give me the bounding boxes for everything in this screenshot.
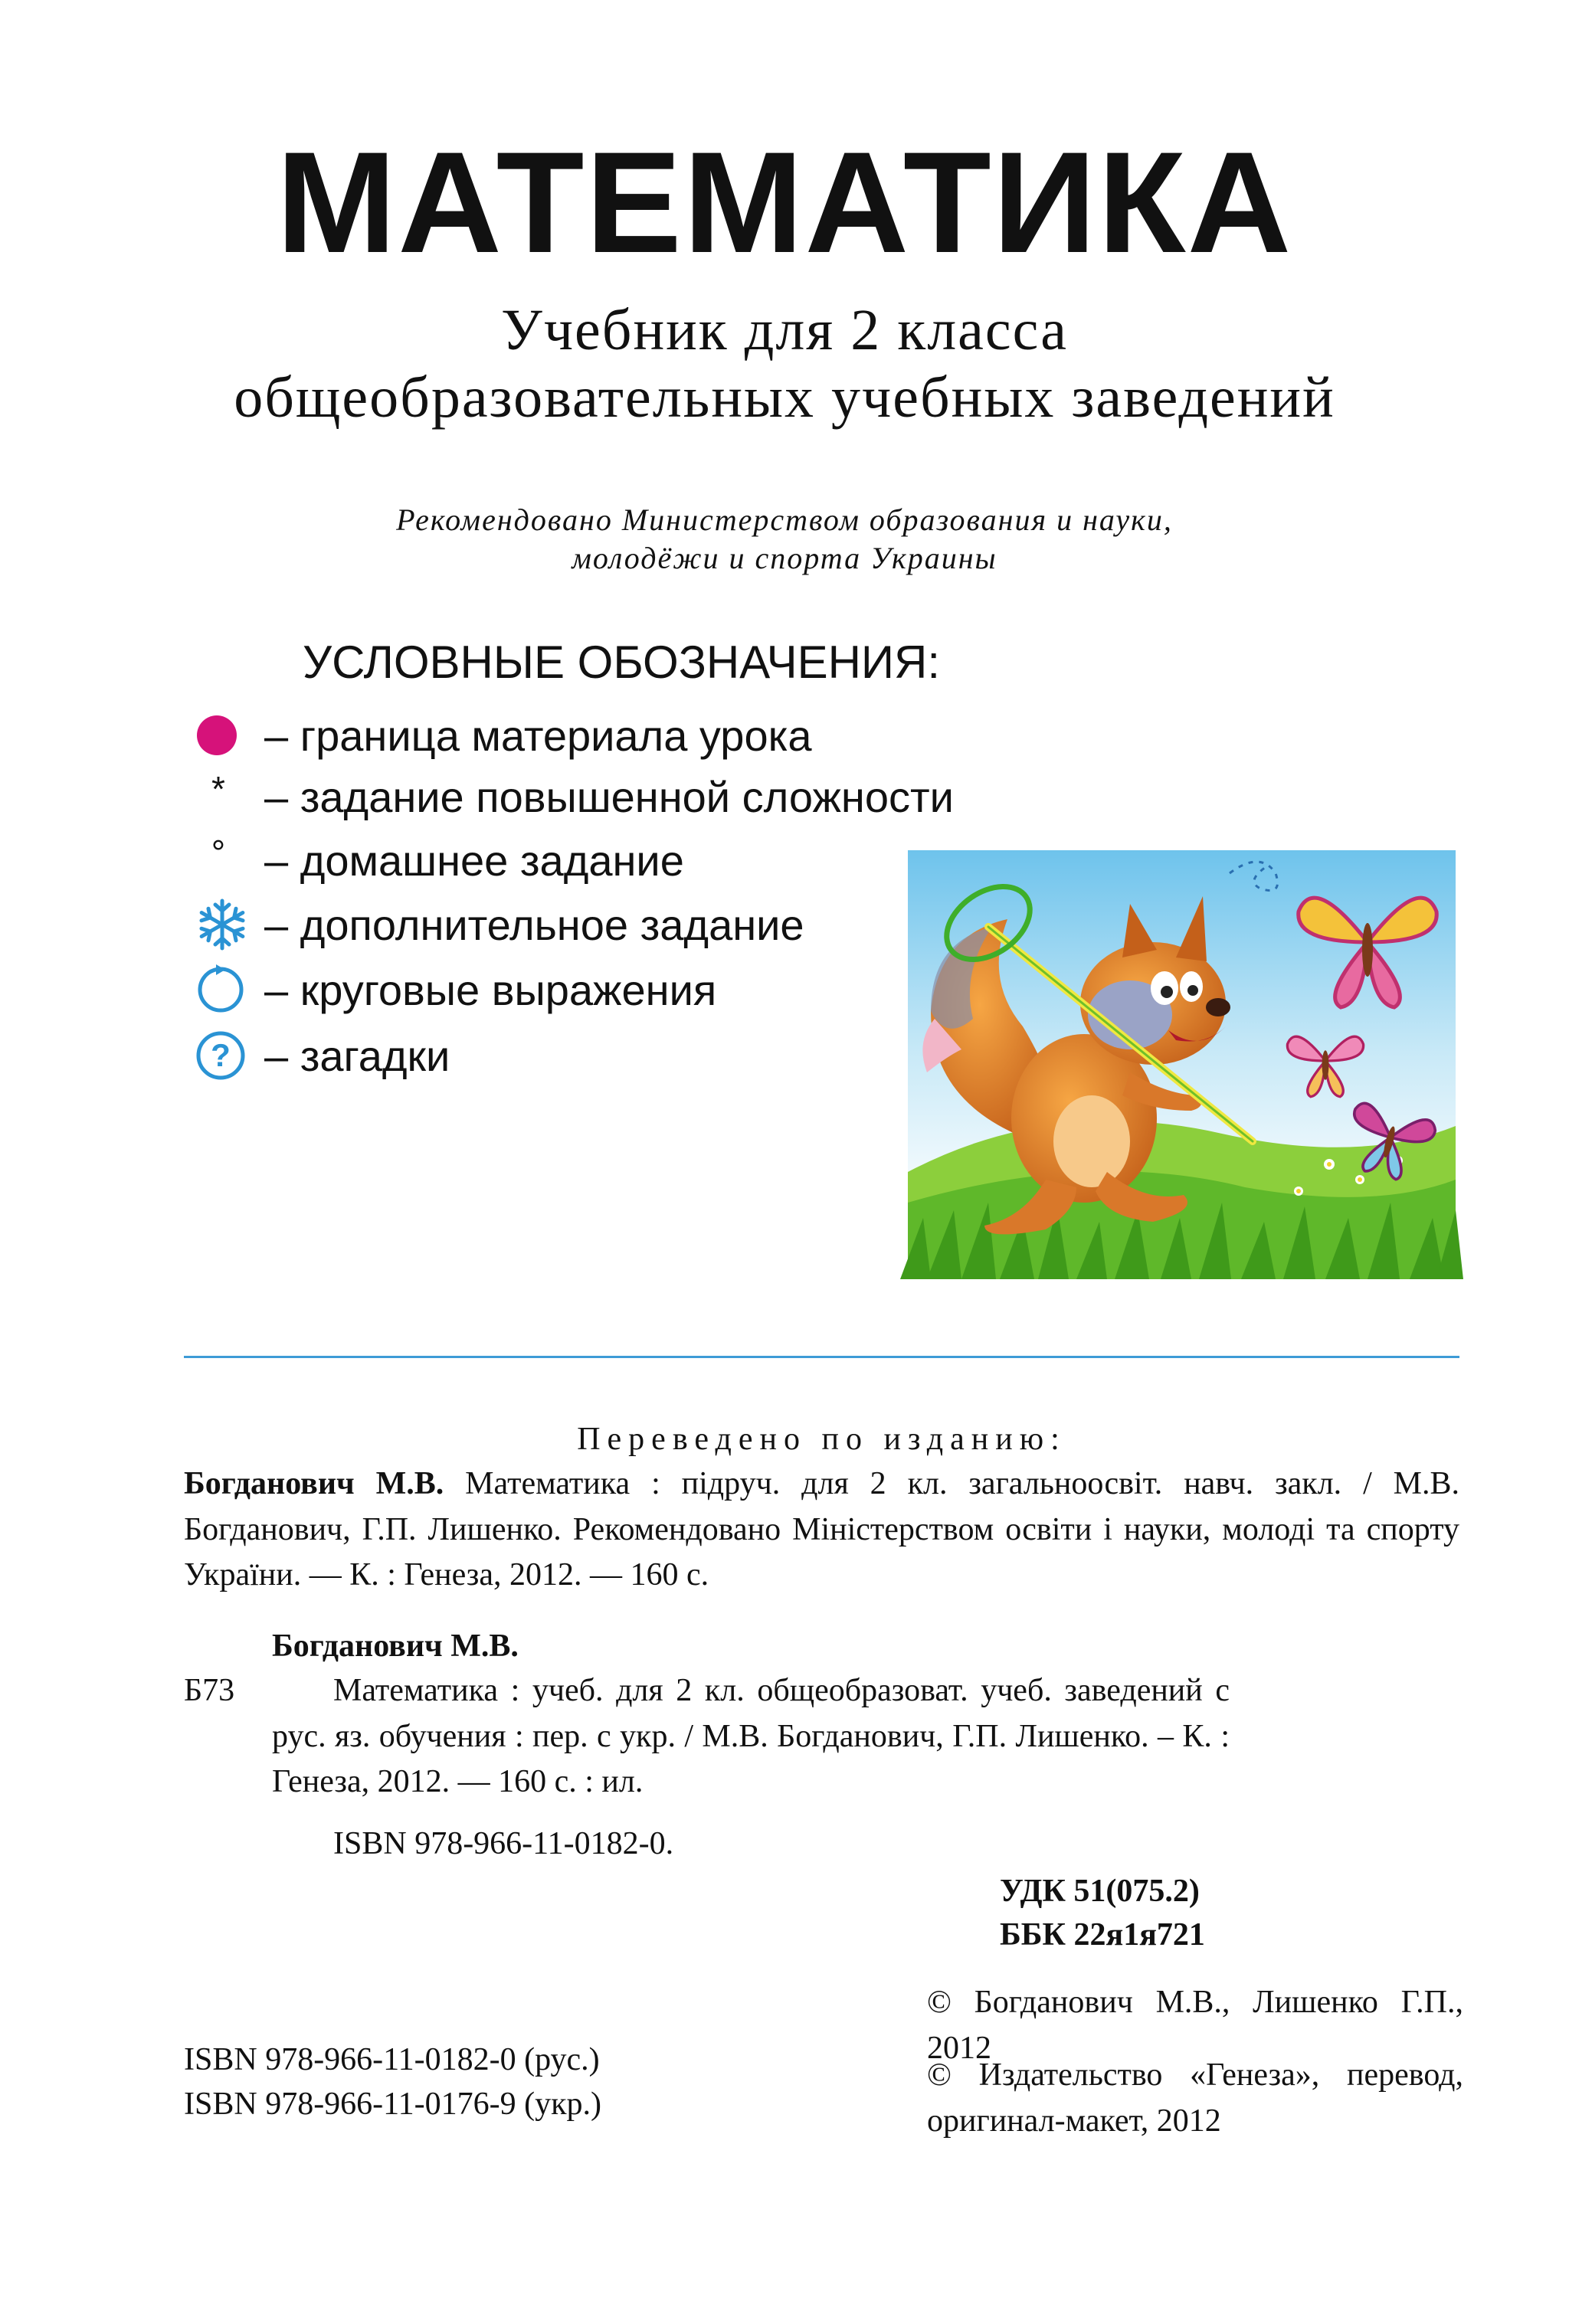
question-circle-icon bbox=[195, 1025, 264, 1086]
legend-item-label: – граница материала урока bbox=[264, 711, 812, 760]
legend-item-homework bbox=[195, 830, 684, 891]
isbn-ukr: ISBN 978-966-11-0176-9 (укр.) bbox=[184, 2087, 601, 2122]
catalog-code: Б73 bbox=[184, 1673, 235, 1708]
copyright-authors: © Богданович М.В., Лишенко Г.П., 2012 bbox=[927, 1985, 1463, 2066]
subtitle-line-2: общеобразовательных учебных заведений bbox=[234, 365, 1335, 430]
magenta-dot-icon bbox=[195, 705, 264, 766]
legend-item-lesson-boundary bbox=[195, 705, 811, 766]
squirrel-butterflies-illustration bbox=[900, 843, 1463, 1287]
legend-item-hard-task bbox=[195, 766, 954, 827]
recommended-line-2: молодёжи и спорта Украины bbox=[572, 541, 997, 575]
catalog-body: Математика : учеб. для 2 кл. общеобразоват. учеб. заведений с рус. яз. обучения : пер. с укр. / М.В. Богданович, Г.П. Лишенко. – К. : Генеза, 2012. — 160 с. : ил. bbox=[272, 1673, 1230, 1800]
asterisk-icon: * bbox=[211, 769, 225, 809]
legend-item-label: – загадки bbox=[264, 1031, 450, 1080]
legend-item-extra-task bbox=[195, 894, 804, 955]
legend-item-label: – круговые выражения bbox=[264, 965, 717, 1014]
legend-item-label: – дополнительное задание bbox=[264, 900, 804, 949]
isbn-rus: ISBN 978-966-11-0182-0 (рус.) bbox=[184, 2042, 600, 2077]
catalog-isbn: ISBN 978-966-11-0182-0. bbox=[333, 1826, 674, 1861]
catalog-author: Богданович М.В. bbox=[272, 1628, 519, 1664]
legend-item-riddles bbox=[195, 1025, 450, 1086]
translated-reference bbox=[184, 1462, 1459, 1599]
subtitle-line-1: Учебник для 2 класса bbox=[501, 298, 1068, 362]
degree-icon: ° bbox=[211, 833, 226, 872]
legend-title: УСЛОВНЫЕ ОБОЗНАЧЕНИЯ: bbox=[303, 637, 941, 688]
translated-author: Богданович М.В. bbox=[184, 1466, 444, 1501]
translated-heading: Переведено по изданию: bbox=[577, 1422, 1066, 1457]
bbk-code: ББК 22я1я721 bbox=[1000, 1917, 1205, 1952]
legend-item-label: – домашнее задание bbox=[264, 836, 684, 885]
book-title: МАТЕМАТИКА bbox=[276, 122, 1293, 283]
udk-code: УДК 51(075.2) bbox=[1000, 1874, 1200, 1909]
legend-item-label: – задание повышенной сложности bbox=[264, 772, 954, 821]
circular-arrows-icon bbox=[195, 959, 264, 1020]
translated-text: Математика : підруч. для 2 кл. загальноосвіт. навч. закл. / М.В. Богданович, Г.П. Лишенко. Рекомендовано Міністерством освіти і науки, молоді та спорту України. — К. : Генеза, 2012. — 160 с. bbox=[184, 1466, 1459, 1593]
copyright-publisher: © Издательство «Генеза», перевод, оригинал-макет, 2012 bbox=[927, 2057, 1463, 2139]
section-divider bbox=[184, 1356, 1459, 1358]
legend-item-circular-expressions bbox=[195, 959, 716, 1020]
svg-text:?: ? bbox=[211, 1037, 231, 1073]
recommended-line-1: Рекомендовано Министерством образования и науки, bbox=[396, 502, 1173, 537]
snowflake-icon bbox=[195, 894, 264, 955]
